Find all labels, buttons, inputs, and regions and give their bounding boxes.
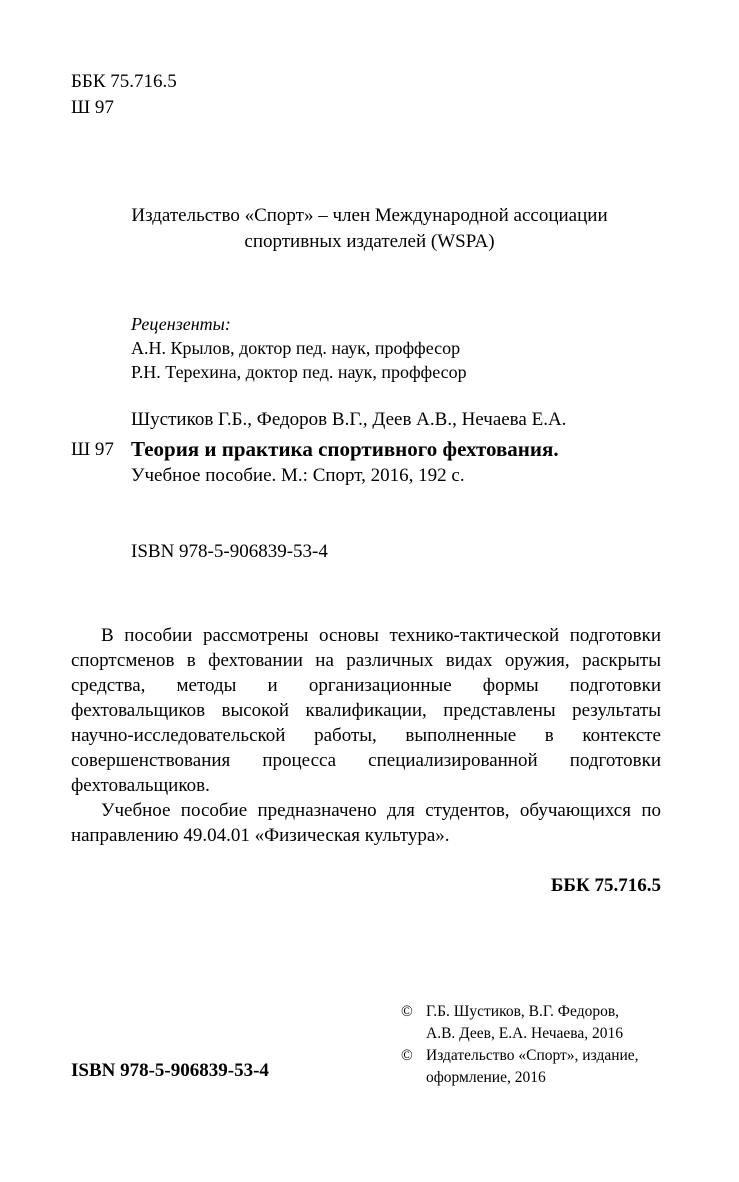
catalog-title: Теория и практика спортивного фехтования. — [131, 437, 559, 461]
copyright-2-line2: оформление, 2016 — [426, 1069, 546, 1086]
bbk-bold: ББК 75.716.5 — [550, 875, 661, 896]
catalog-authors: Шустиков Г.Б., Федоров В.Г., Деев А.В., Нечаева Е.А. — [131, 409, 567, 430]
catalog-mark: Ш 97 — [71, 439, 114, 460]
copyright-symbol-1: © — [401, 1003, 413, 1020]
reviewers-heading: Рецензенты: — [131, 314, 231, 334]
copyright-1-line2: А.В. Деев, Е.А. Нечаева, 2016 — [426, 1025, 624, 1042]
catalog-details: Учебное пособие. М.: Спорт, 2016, 192 с. — [131, 465, 465, 486]
author-mark: Ш 97 — [71, 97, 114, 118]
copyright-1-line1: Г.Б. Шустиков, В.Г. Федоров, — [426, 1003, 620, 1020]
publisher-note-line2: спортивных издателей (WSPA) — [244, 231, 495, 252]
publisher-note-line1: Издательство «Спорт» – член Международной ассоциации — [131, 205, 608, 226]
annotation-paragraph-1: В пособии рассмотрены основы технико-тактической подготовки спортсменов в фехтовании на различных видах оружия, раскрыты средства, методы и организационные формы подготовки фехтовальщиков высокой квалификации, представлены результаты научно-исследовательской работы, выполненные в контексте совершенствования процесса специализированной подготовки фехтовальщиков. — [71, 625, 661, 796]
reviewer-2: Р.Н. Терехина, доктор пед. наук, проффесор — [131, 362, 467, 382]
bbk-code: ББК 75.716.5 — [71, 71, 177, 92]
annotation-paragraph-2: Учебное пособие предназначено для студентов, обучающихся по направлению 49.04.01 «Физическая культура». — [71, 800, 661, 846]
copyright-2-line1: Издательство «Спорт», издание, — [426, 1047, 639, 1064]
annotation — [71, 623, 661, 848]
reviewer-1: А.Н. Крылов, доктор пед. наук, проффесор — [131, 338, 461, 358]
catalog-isbn: ISBN 978-5-906839-53-4 — [131, 541, 328, 562]
isbn-bold: ISBN 978-5-906839-53-4 — [71, 1060, 269, 1081]
copyright-symbol-2: © — [401, 1047, 413, 1064]
